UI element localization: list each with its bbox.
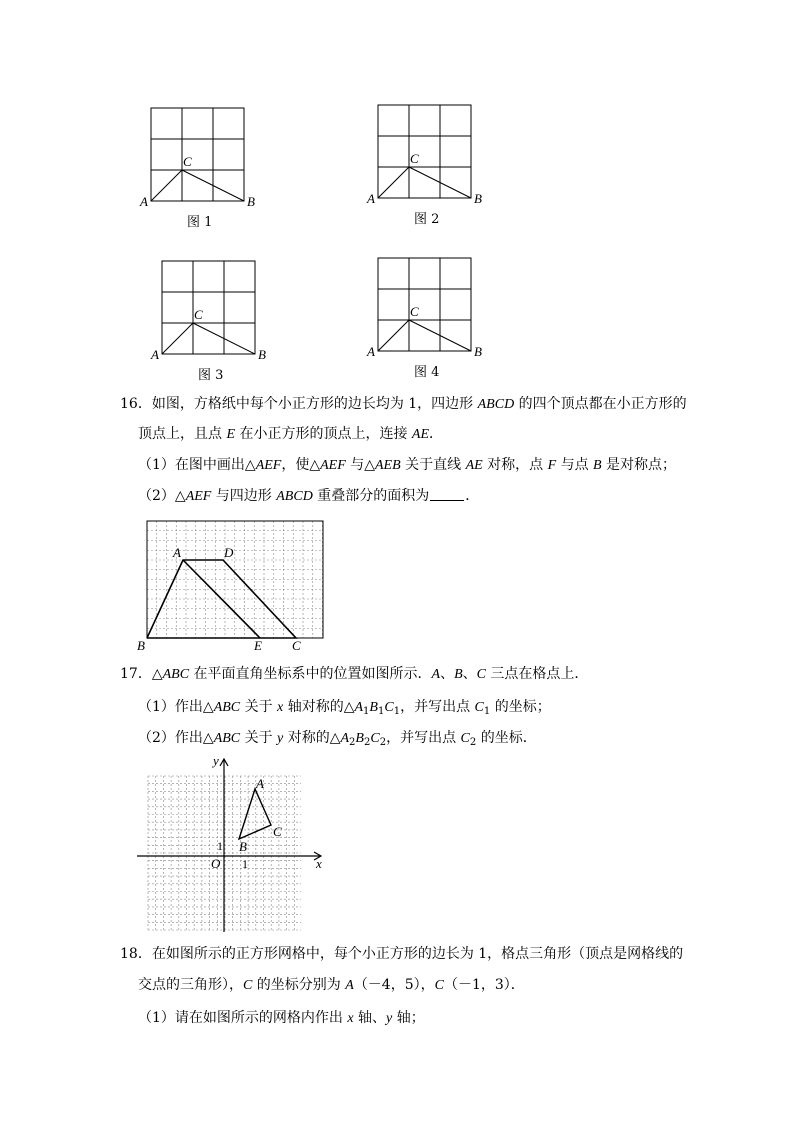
q18-part-1: （1）请在如图所示的网格内作出 x 轴、y 轴； [138,1010,425,1026]
label-a: A [173,545,181,560]
label-c: C [410,304,419,319]
label-a: A [367,344,375,359]
figure-3 [151,253,281,388]
triangle-acb [378,167,471,198]
label-d: D [224,545,234,560]
q16-figure [135,515,335,655]
figure-4 [367,250,497,385]
label-c: C [194,307,203,322]
q18-line-2: 交点的三角形），C 的坐标分别为 A（－4，5），C（－1，3）． [138,977,525,993]
tick-label-x-1: 1 [242,857,248,871]
figure-caption: 图 4 [414,365,440,380]
label-c: C [410,151,419,166]
figure-caption: 图 2 [414,212,440,227]
label-b: B [474,344,482,359]
label-c: C [273,824,282,839]
q16-line-2: 顶点上，且点 E 在小正方形的顶点上，连接 AE． [138,426,444,442]
figure-1 [140,100,270,235]
q16-part-1: （1）在图中画出△AEF，使△AEF 与△AEB 关于直线 AE 对称，点 F 与点 B 是对称点； [138,457,677,473]
label-e: E [254,638,262,653]
label-y: y [213,753,219,768]
label-x: x [316,856,322,871]
triangle-acb [162,323,255,354]
label-a: A [256,776,264,791]
triangle-acb [378,320,471,351]
tick-label-y-1: 1 [217,839,223,853]
label-a: A [367,191,375,206]
q17-coordinate-figure [135,752,335,937]
q17-line-1: 17．△ABC 在平面直角坐标系中的位置如图所示．A、B、C 三点在格点上． [120,666,589,682]
q16-part-2: （2）△AEF 与四边形 ABCD 重叠部分的面积为 ． [138,488,480,504]
label-origin: O [211,856,221,871]
label-b: B [239,839,247,854]
q16-line-1: 16．如图，方格纸中每个小正方形的边长均为 1，四边形 ABCD 的四个顶点都在小正方形的 [120,396,687,412]
figure-caption: 图 3 [198,368,224,383]
label-b: B [258,347,266,362]
label-c: C [292,638,301,653]
q17-part-2: （2）作出△ABC 关于 y 对称的$\triangle A_2B_2C_2$，并写出点 $C_2$ 的坐标． [138,730,537,748]
triangle-abc [239,789,271,839]
q18-line-1: 18．在如图所示的正方形网格中，每个小正方形的边长为 1，格点三角形（顶点是网格线的 [120,946,684,962]
label-a: A [151,347,159,362]
q17-part-1: （1）作出△ABC 关于 x 轴对称的$\triangle A_1B_1C_1$，并写出点 $C_1$ 的坐标； [138,699,551,717]
label-b: B [247,194,255,209]
label-c: C [183,154,192,169]
label-b: B [474,191,482,206]
figure-caption: 图 1 [187,215,213,230]
label-a: A [140,194,148,209]
label-b: B [137,638,145,653]
triangle-acb [151,170,244,201]
figure-2 [367,97,497,232]
answer-blank[interactable] [430,488,464,501]
